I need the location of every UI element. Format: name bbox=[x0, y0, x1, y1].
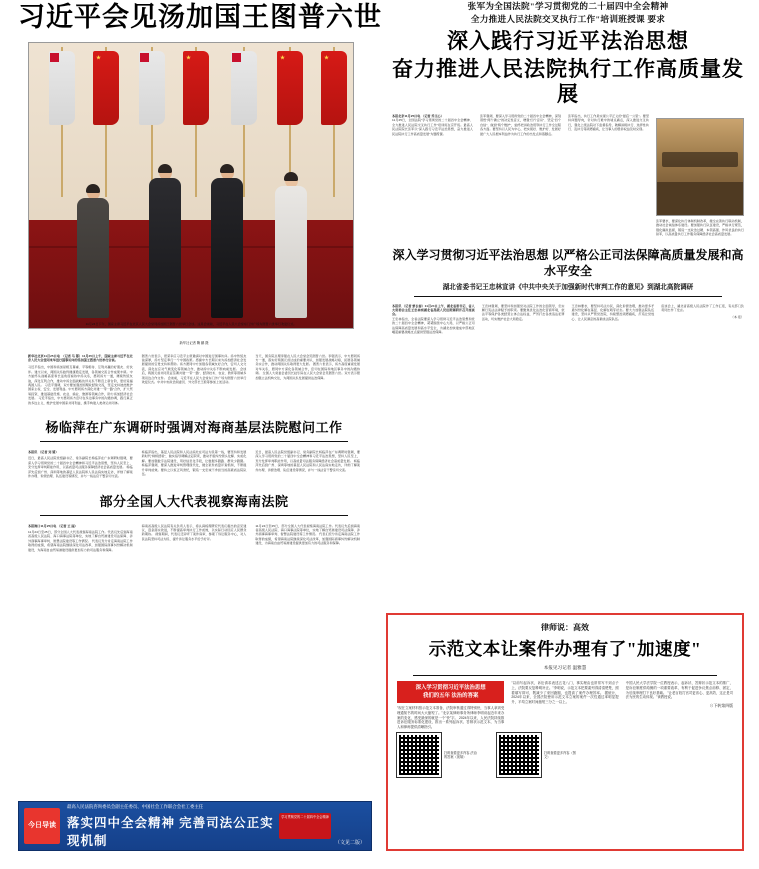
right-mid-headline: 深入学习贯彻习近平法治思想 以严格公正司法保障高质量发展和高水平安全 bbox=[392, 247, 744, 278]
right-mid-body bbox=[392, 304, 744, 335]
meeting-photo-desk bbox=[657, 182, 743, 215]
right-body-col-3 bbox=[568, 114, 649, 237]
highlight-continue-note: ⊙下转第四版 bbox=[709, 703, 733, 709]
photo-person-4 bbox=[275, 173, 307, 318]
highlight-kicker: 律师说：高效 bbox=[541, 623, 589, 632]
right-body-text-3: 张军指出，执行工作是实现公平正义的"最后一公里"。要坚持问题导向，针对执行难中的堵点痛点，深入推进交叉执行，强化上级法院对下监督指导，破解消极执行、选择性执行、乱执行等顽瘴痼疾，让当事人的胜诉权益及时兑现。 bbox=[568, 114, 649, 132]
left-body-col-1 bbox=[28, 354, 133, 405]
qr-caption-video: 扫码查看更多内容 法治的答案（视频） bbox=[444, 750, 477, 759]
left-article-body bbox=[28, 354, 360, 405]
left-section2-text-3: 近日，最高人民法院党组副书记、常务副院长杨临萍在广东调研时强调，要深入学习贯彻党的二十届四中全会精神和习近平法治思想，坚持人民至上，充分发挥审判职能作用，以高质量司法服务保障经济社会高质量发展。 杨临萍先后到广州、深圳等地的基层人民法院和人民法庭实地走访，详细了解案件办理、诉源治理、队伍建设等情况，并与一线法官干警亲切交流。 bbox=[255, 450, 361, 472]
left-dateline: 新华社北京11月25日电 （记者 马 骞）11月25日上午，国家主席习近平在北京人民大会堂同来华进行国事访问的汤加国王图普六世举行会谈。 bbox=[28, 353, 133, 362]
flag-china-3 bbox=[275, 47, 305, 167]
right-mid-text-4: 座谈会上，湖北省高级人民法院作了工作汇报，有关部门负责同志作了发言。 bbox=[661, 303, 744, 313]
right-mid-col-4 bbox=[661, 304, 744, 335]
left-section3-title: 部分全国人大代表视察海南法院 bbox=[99, 493, 289, 509]
left-column bbox=[18, 0, 382, 552]
meeting-photo bbox=[656, 118, 744, 216]
qr-code-article[interactable] bbox=[497, 733, 541, 777]
right-mid-dateline: 本报讯 （记者 蔡长春）11月24日上午，湖北省委书记、省人大常委会主任王忠林到湖北省高级人民法院调研并召开座谈会。 bbox=[392, 303, 475, 317]
left-section2-col-1 bbox=[28, 450, 133, 478]
today-guide-headline: 落实四中全会精神 完善司法公正实现机制 bbox=[67, 816, 274, 848]
highlight-headline: 示范文本让案件办理有了"加速度" bbox=[428, 639, 702, 659]
flag-china-2 bbox=[181, 47, 211, 167]
study-campaign-stamp: 学习贯彻党的二十届四中全会精神 bbox=[279, 813, 331, 839]
meeting-photo-row bbox=[662, 152, 738, 167]
right-mid-text-3: 王忠林要求，要坚持司法为民，深化诉源治理，推动更多矛盾纠纷化解在基层、化解在萌芽状态。要大力加强法院队伍建设，坚持从严管党治院，持续整治顽瘴痼疾，打造让党放心、让人民满意的高素质法院队伍。 bbox=[571, 303, 655, 321]
right-kicker-line1: 张军为全国法院"学习贯彻党的二十届四中全会精神 bbox=[467, 1, 669, 11]
highlight-text-2: "以前写起诉状，诉讼请求表述五花八门，事实理由也常常写不到点子上，法院要反复释明补正。"李明说，示范文本把要素列得清清楚楚，照着填写即可，既减少了来回跑腿，也提高了案件办理效率。 据统计，2024年以来，全国法院使用示范文本立案的案件一次性通过率明显提升，平均立案时间缩短三分之一以上。 bbox=[511, 681, 619, 705]
highlight-byline: 本报见习记者 温雅慧 bbox=[543, 665, 587, 670]
right-mid-credit: （本 报） bbox=[730, 315, 744, 320]
highlight-col-2 bbox=[511, 681, 618, 730]
right-mid-col-3 bbox=[572, 304, 655, 335]
left-section2-text-2: 杨临萍指出，基层人民法院和人民法庭处在司法为民第一线，要坚持和发展新时代“枫桥经验”，做实指导调解法定职责，推动矛盾纠纷源头化解、实质化解。要加强数字法院建设，用好信息化手段，让数据多跑路、群众少跑腿。 杨临萍强调，要深入推进审判管理现代化，健全案件质量评查机制，不断提升审判质效。要持之以恒正风肃纪，锻造一支忠诚干净担当的高素质法院队伍。 bbox=[141, 450, 247, 477]
right-body-text-1: 11月25日，全国法院"学习贯彻党的二十届四中全会精神、全力推进人民法院交叉执行工作"培训班在京开班。最高人民法院院长张军以"深入践行习近平法治思想，奋力推进人民法院执行工作高质量发展"为题授课。 bbox=[392, 118, 473, 136]
right-mid-subhead: 湖北省委书记王忠林宣讲《中共中央关于加强新时代审判工作的意见》到湖北高院调研 bbox=[442, 283, 694, 291]
campaign-redbox bbox=[397, 681, 504, 703]
right-body-text-2: 张军强调，要深入学习贯彻党的二十届四中全会精神，深刻领悟"两个确立"的决定性意义，增强"四个意识"、坚定"四个自信"、做到"两个维护"，始终把讲政治贯穿执行工作全过程各方面。要坚持以人民为中心，把实现好、维护好、发展好最广大人民根本利益作为执行工作的出发点和落脚点。 bbox=[480, 114, 561, 136]
left-section3-col-2 bbox=[142, 524, 247, 552]
left-section3-body bbox=[28, 524, 360, 552]
flag-china-1 bbox=[91, 47, 121, 167]
right-kicker-line2: 全力推进人民法院交叉执行工作"培训班授课 要求 bbox=[470, 14, 666, 24]
right-mid-rule bbox=[414, 296, 722, 297]
right-headline-line2: 奋力推进人民法院执行工作高质量发展 bbox=[392, 57, 744, 106]
left-section3-col-3 bbox=[255, 524, 360, 552]
left-section2-body bbox=[28, 450, 360, 478]
left-section2-text-1: 近日，最高人民法院党组副书记、常务副院长杨临萍在广东调研时强调，要深入学习贯彻党的二十届四中全会精神和习近平法治思想，坚持人民至上，充分发挥审判职能作用，以高质量司法服务保障经济社会高质量发展。 杨临萍先后到广州、深圳等地的基层人民法院和人民法庭实地走访，详细了解案件办理、诉源治理、队伍建设等情况，并与一线法官干警亲切交流。 bbox=[28, 456, 133, 479]
left-body-col-2 bbox=[142, 354, 247, 405]
highlight-rule bbox=[413, 675, 717, 676]
today-guide-note: （文见二版） bbox=[334, 840, 365, 846]
photo-person-1 bbox=[77, 185, 109, 318]
right-mid-text-2: 王忠林强调，要坚持和加强党对法院工作的全面领导，忠实履行宪法法律赋予的职责。要聚焦优化法治化营商环境，依法平等保护各类经营主体合法权益，严厉打击各类违法犯罪活动，切实维护社会大局稳定。 bbox=[481, 303, 565, 321]
highlight-text-3: 中国人民大学法学院一位教授表示，起诉状、答辩状示范文本的推广，是诉讼制度供给侧的一项重要改革，有利于促进争议焦点前移、固定，为后续审理打下良好基础。 "让老百姓打官司更省心、更高效，这正是司法为民的生动体现。"该教授说。 bbox=[625, 681, 733, 700]
flag-tonga-1 bbox=[47, 47, 77, 167]
right-headline-line1: 深入践行习近平法治思想 bbox=[447, 29, 689, 53]
flag-china-4 bbox=[319, 47, 349, 167]
campaign-redbox-line1: 深入学习贯彻习近平法治思想 bbox=[415, 685, 486, 691]
today-guide-banner[interactable] bbox=[18, 801, 372, 851]
photo-person-3 bbox=[211, 165, 243, 318]
left-section3-text-3: 11月24日至25日，部分全国人大代表视察海南法院工作。代表们先后到海南省高级人民法院、海口海事法院等单位，实地了解自贸港建设司法保障、涉外商事海事审判、智慧法院建设等工作情况。 代表们充分肯定海南法院工作取得的成绩，希望海南法院继续深化司法改革，加强国际商事纠纷解决机制建设，为海南自由贸易港建设提供更加有力的司法服务和保障。 bbox=[255, 523, 361, 546]
right-dateline: 本报北京11月25日电 （记者 乔文心） bbox=[392, 114, 444, 118]
left-section2-dateline: 本报讯 （记者 刘 婧） bbox=[28, 450, 59, 455]
highlight-text-1: "现在立案材料按示范文本准备，法院审核通过得特别快，当事人拿到受理通知书的时间大大缩短了。"北京某律师事务所律师李明谈起近年来办案的变化，感受最深的就是一个"快"字。 2024年以来，人民法院持续推进诉讼服务标准化建设，推出一系列起诉状、答辩状示范文本，为当事人和律师提供清晰指引。 bbox=[397, 706, 505, 730]
left-section2-col-2 bbox=[142, 450, 247, 478]
right-body-col-4 bbox=[656, 114, 744, 237]
highlight-body bbox=[397, 681, 733, 730]
right-body-text-4: 张军要求，要深化执行体制机制改革，健全完善执行联动机制，推动社会诚信体系建设。要加强执行队伍建设，严格执行规范，强化廉政监督，锻造一支政治过硬、本领高强、作风优良的执行铁军，以高质量执行工作服务保障经济社会高质量发展。 bbox=[656, 219, 744, 237]
highlight-col-3 bbox=[626, 681, 733, 730]
left-section3-rule bbox=[40, 515, 348, 516]
left-section3-text-2: 海南省高级人民法院有关负责人表示，将认真梳理研究代表们提出的意见建议，逐条落实改进，不断提高审判执行工作质效，以实际行动回应人民群众新期待。 视察期间，代表们还旁听了案件庭审，参观了诉讼服务中心，对人民法院坚持司法为民、提升诉讼服务水平给予好评。 bbox=[141, 523, 247, 541]
highlight-box bbox=[386, 613, 744, 851]
photo-credit: 新华社记者 鞠 鹏 摄 bbox=[179, 341, 209, 345]
left-main-headline: 习近平会见汤加国王图普六世 bbox=[18, 2, 382, 32]
left-body-col-3 bbox=[255, 354, 360, 405]
left-section3-dateline: 本报海口11月25日电 （记者 王 丽） bbox=[28, 523, 78, 528]
left-section3-col-1 bbox=[28, 524, 133, 552]
today-guide-subtitle: 最高人民法院咨询委员会副主任委员、中国社会工作联合会社工委主任 bbox=[67, 804, 204, 809]
leaders-photo bbox=[28, 42, 354, 329]
flag-tonga-3 bbox=[229, 47, 259, 167]
left-body-text-2: 图普六世表示，很荣幸应习近平主席邀请对中国进行国事访问。汤中传统友谊深厚，汤方坚定奉行一个中国政策。感谢中方长期以来为汤加经济社会发展提供的宝贵支持和帮助。汤方愿同中方加强各领域友好合作，密切人文交流，深化在应对气候变化等领域合作，推动汤中关系不断向前发展。 会谈后，两国元首共同见证签署共建“一带一路”、经济技术、农业、教育等领域多项双边合作文件。 会谈前，习近平在人民大会堂东门外广场为图普六世举行欢迎仪式。中共中央政治局委员、外交部长王毅等参加上述活动。 bbox=[141, 353, 247, 385]
qr-section bbox=[397, 733, 733, 777]
today-guide-badge: 今日导读 bbox=[24, 808, 60, 844]
right-mid-col-1 bbox=[392, 304, 475, 335]
photo-person-2 bbox=[149, 165, 181, 318]
right-body-col-2 bbox=[480, 114, 561, 237]
right-mid-col-2 bbox=[482, 304, 565, 335]
left-section2-col-3 bbox=[255, 450, 360, 478]
highlight-col-1 bbox=[397, 681, 504, 730]
left-body-text-3: 当天，国务院总理李强在人民大会堂会见图普六世。李强表示，中方愿同汤方一道，落实好两国元首达成的重要共识，加强发展战略对接，拓展各领域务实合作，推动两国关系取得更大发展。 图普六世表示，汤方高度重视发展对华关系，愿同中方深化各领域合作，密切在国际和地区事务中的沟通协调。 全国人大常委会委员长赵乐际在人民大会堂会见图普六世。双方表示愿加强立法机构交往，为两国关系发展提供法治保障。 bbox=[255, 353, 361, 380]
left-section2-title: 杨临萍在广东调研时强调对海商基层法院慰问工作 bbox=[45, 420, 343, 436]
qr-code-video[interactable] bbox=[397, 733, 441, 777]
right-body-col-1 bbox=[392, 114, 473, 237]
left-section2-rule bbox=[40, 441, 348, 442]
flag-tonga-2 bbox=[137, 47, 167, 167]
right-mid-text-1: 王忠林指出，全省法院要深入学习贯彻习近平法治思想和党的二十届四中全会精神，紧紧围绕中心大局，以严格公正司法保障高质量发展和高水平安全，为湖北加快建成中部地区崛起重要战略支点提供坚强法治保障。 bbox=[392, 316, 475, 335]
qr-caption-article: 扫码查看更多内容（图文） bbox=[544, 750, 576, 759]
left-body-text-1: 习近平指出，中国和汤加是相互尊重、平等相待、互利共赢的好朋友、好伙伴。建交以来，两国关系始终健康稳定发展，各领域交流合作成果丰硕。中方始终从战略高度和长远角度看待中汤关系，愿同汤方一道，赓续传统友谊，深化互利合作，推动中汤全面战略伙伴关系不断迈上新台阶，更好造福两国人民。 习近平强调，双方要加强治国理政经验交流，坚定支持彼此维护国家主权、安全、发展利益。中方愿同汤方深化共建“一带一路”合作，扩大贸易投资，推进基础设施、农业、渔业、旅游等领域合作，助力汤加经济社会发展。 习近平指出，中方愿同汤方密切在多边事务中的沟通协调，践行真正的多边主义，维护发展中国家共同利益，携手构建人类命运共同体。 bbox=[28, 365, 133, 405]
left-section3-text-1: 11月24日至25日，部分全国人大代表视察海南法院工作。代表们先后到海南省高级人民法院、海口海事法院等单位，实地了解自贸港建设司法保障、涉外商事海事审判、智慧法院建设等工作情况。 代表们充分肯定海南法院工作取得的成绩，希望海南法院继续深化司法改革，加强国际商事纠纷解决机制建设，为海南自由贸易港建设提供更加有力的司法服务和保障。 bbox=[28, 529, 133, 552]
campaign-redbox-line2: 我们的五年 法治的答案 bbox=[422, 693, 479, 699]
photo-caption: 11月24日下午，国家主席习近平在北京人民大会堂同汤加国王图普六世举行会谈。这是会谈前，习近平在人民大会堂东门外广场为图普六世举行欢迎仪式。 bbox=[85, 322, 297, 326]
right-column bbox=[392, 0, 744, 334]
today-guide-text bbox=[60, 803, 279, 849]
right-article-body bbox=[392, 114, 744, 237]
